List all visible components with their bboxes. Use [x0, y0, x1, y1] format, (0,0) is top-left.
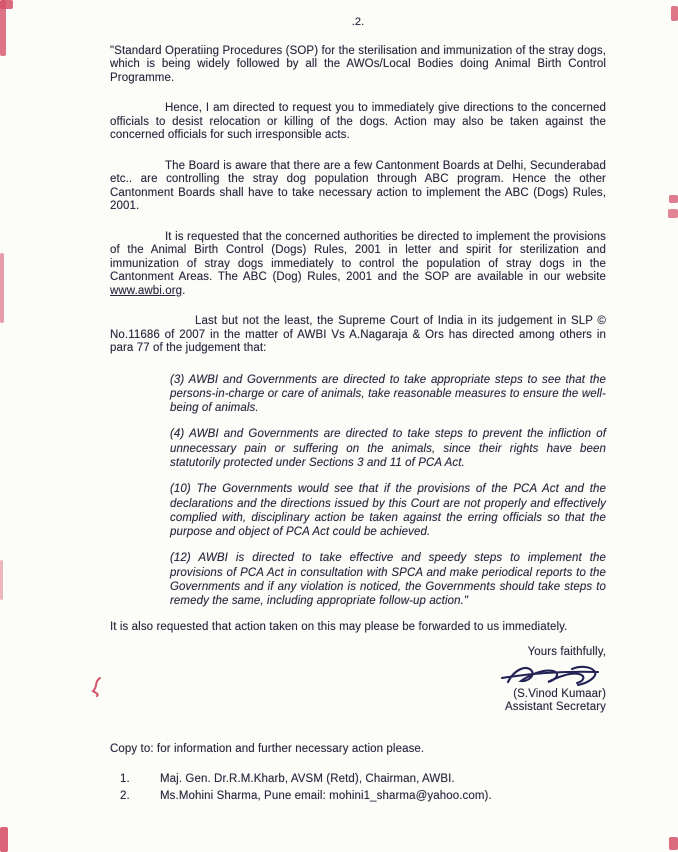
letter-body — [110, 16, 606, 806]
scan-artifact-left-bottom — [0, 827, 8, 852]
copy-item-text: Ms.Mohini Sharma, Pune email: mohini1_sharma@yahoo.com). — [160, 789, 492, 802]
page-number: .2. — [351, 16, 365, 28]
signatory-name: (S.Vinod Kumaar) — [513, 687, 606, 700]
quote-para-12: (12) AWBI is directed to take effective and speedy steps to implement the provisions of PCA Act in consultation with SPCA and make periodical reports to the Governments and if any violation is noticed, the Governments should take steps to remedy the same, including appropriate follow-up action." — [170, 552, 606, 608]
scan-artifact-right-mid-2 — [668, 209, 678, 218]
quote-para-10: (10) The Governments would see that if the provisions of the PCA Act and the declarations and the directions issued by this Court are not properly and effectively complied with, disciplinary action be taken against the erring officials so that the purpose and object of PCA Act could be achieved. — [170, 483, 606, 539]
copy-item-text: Maj. Gen. Dr.R.M.Kharb, AVSM (Retd), Chairman, AWBI. — [160, 773, 455, 786]
scan-artifact-left-mid-strip — [0, 253, 4, 323]
copy-to-list — [110, 773, 606, 803]
signatory-title: Assistant Secretary — [505, 701, 606, 714]
scan-artifact-left-top-blob — [0, 0, 13, 9]
scan-artifact-right-bottom — [669, 837, 678, 850]
scan-artifact-right-top — [671, 6, 678, 21]
judgement-quotes — [110, 373, 606, 609]
red-pen-mark — [90, 676, 104, 698]
closing-line: It is also requested that action taken on this may please be forwarded to us immediately. — [110, 620, 568, 633]
paragraph-1: "Standard Operatiing Procedures (SOP) for the sterilisation and immunization of the stray dogs, which is being widely followed by all the AWOs/Local Bodies doing Animal Birth Control Programme. — [110, 44, 606, 84]
quote-para-4: (4) AWBI and Governments are directed to take steps to prevent the infliction of unnecessary pain or suffering on the animals, since their rights have been statutorily protected under Sections 3 and 11 of PCA Act. — [170, 428, 606, 469]
paragraph-5: Last but not the least, the Supreme Court of India in its judgement in SLP © No.11686 of 2007 in the matter of AWBI Vs A.Nagaraja & Ors has directed among others in para 77 of the judgement that: — [110, 315, 606, 354]
scan-artifact-left-low-strip — [0, 560, 3, 600]
scan-artifact-right-mid-1 — [669, 195, 678, 203]
copy-item-number: 2. — [120, 789, 130, 802]
copy-item — [110, 790, 606, 804]
quote-para-3: (3) AWBI and Governments are directed to take appropriate steps to see that the persons-in-charge or care of animals, take reasonable measures to ensure the well-being of animals. — [170, 373, 606, 415]
paragraph-3: The Board is aware that there are a few Cantonment Boards at Delhi, Secunderabad etc.. are controlling the stray dog population through ABC program. Hence the other Cantonment Boards shall have to take necessary action to implement the ABC (Dogs) Rules, 2001. — [110, 159, 606, 212]
paragraph-4-text: It is requested that the concerned authorities be directed to implement the provisions of the Animal Birth Control (Dogs) Rules, 2001 in letter and spirit for sterilization and immunization of stray dogs immediately to control the population of stray dogs in the Cantonment Areas. The ABC (Dog) Rules, 2001 and the SOP are available in our website — [110, 230, 606, 283]
valediction: Yours faithfully, — [527, 646, 606, 659]
copy-to-heading: Copy to: for information and further necessary action please. — [110, 742, 425, 755]
paragraph-4 — [110, 231, 606, 299]
handwritten-signature — [498, 661, 602, 691]
awbi-website-link[interactable]: www.awbi.org — [110, 284, 183, 297]
signature-block — [110, 646, 606, 715]
copy-to-section — [110, 743, 606, 804]
copy-item — [110, 773, 606, 787]
copy-item-number: 1. — [120, 773, 130, 786]
paragraph-4-period: . — [182, 284, 186, 297]
paragraph-2: Hence, I am directed to request you to immediately give directions to the concerned officials to desist relocation or killing of the dogs. Action may also be taken against the concerned officials for such irresponsible acts. — [110, 102, 606, 141]
